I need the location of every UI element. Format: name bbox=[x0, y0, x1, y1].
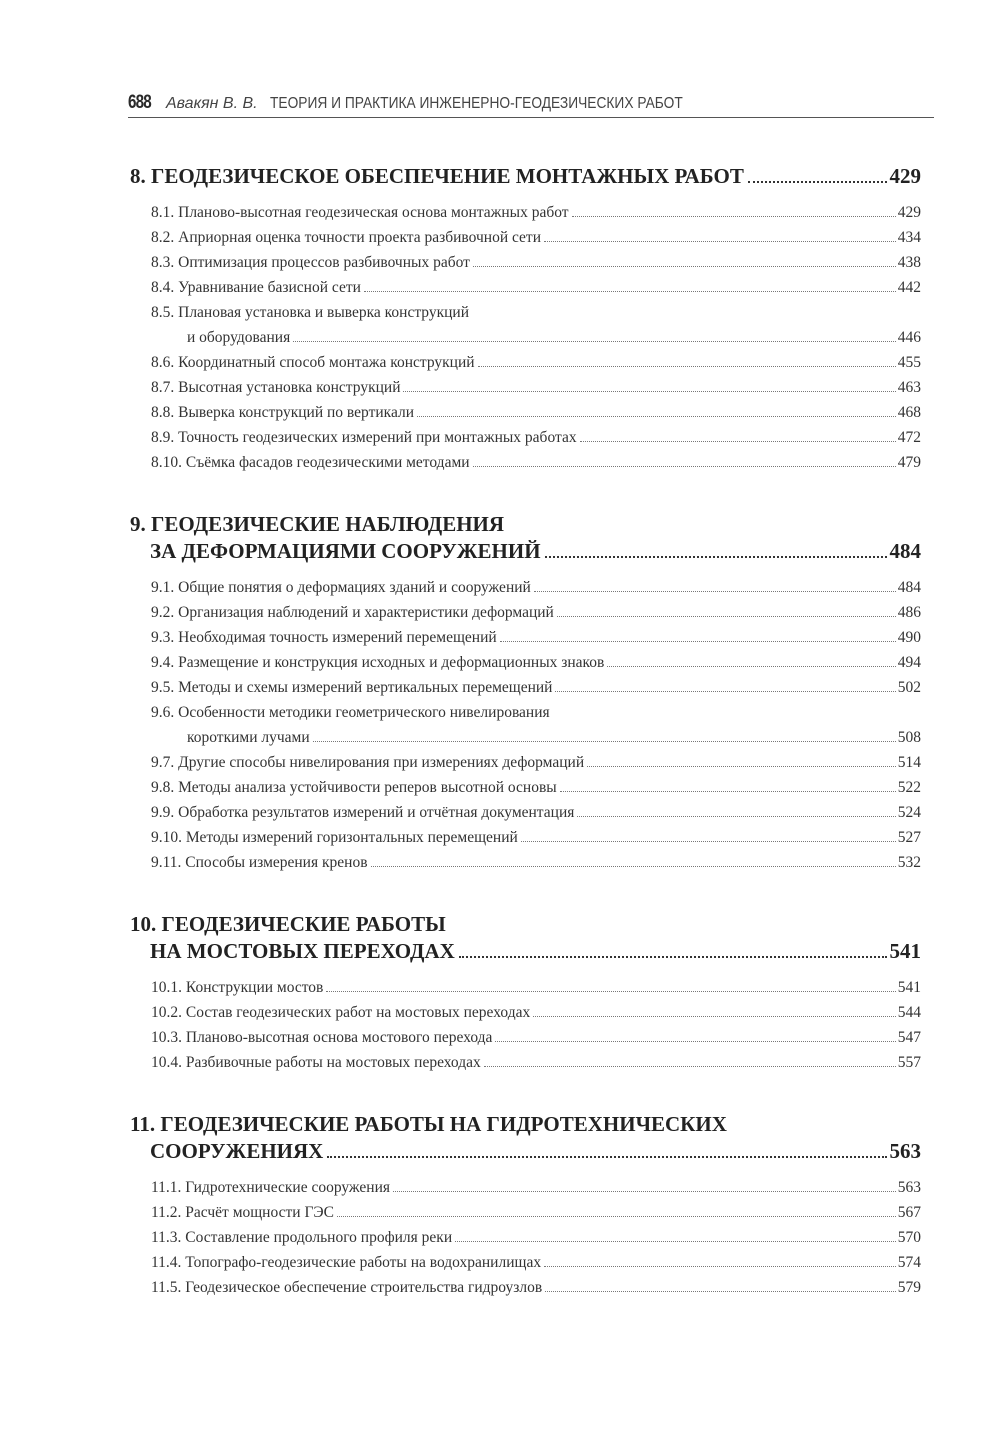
entry-title: 8.9. Точность геодезических измерений при монтажных работах bbox=[151, 429, 577, 446]
entry-title: 11.1. Гидротехнические сооружения bbox=[151, 1179, 391, 1196]
dot-leader bbox=[326, 991, 895, 992]
entry-line bbox=[151, 200, 921, 225]
entry-line bbox=[151, 450, 921, 475]
section-heading-line bbox=[130, 163, 921, 190]
entry-title: 10.2. Состав геодезических работ на мостовых переходах bbox=[151, 1004, 531, 1021]
entry-line bbox=[151, 1025, 921, 1050]
entry-line bbox=[151, 1200, 921, 1225]
entry-title: 9.2. Организация наблюдений и характеристики деформаций bbox=[151, 604, 554, 621]
entry-title: 9.9. Обработка результатов измерений и отчётная документация bbox=[151, 804, 575, 821]
entry-title: 11.3. Составление продольного профиля реки bbox=[151, 1229, 453, 1246]
entry-page: 524 bbox=[897, 804, 921, 821]
dot-leader bbox=[577, 816, 895, 817]
entry-page: 514 bbox=[897, 754, 921, 771]
entry-title: 9.4. Размещение и конструкция исходных и деформационных знаков bbox=[151, 654, 605, 671]
entry-title: 8.6. Координатный способ монтажа конструкций bbox=[151, 354, 475, 371]
toc-entry bbox=[130, 425, 921, 450]
entry-page: 442 bbox=[897, 279, 921, 296]
entry-line bbox=[151, 225, 921, 250]
entry-title: 8.3. Оптимизация процессов разбивочных работ bbox=[151, 254, 470, 271]
entry-title: и оборудования bbox=[187, 329, 291, 346]
section-heading-line bbox=[130, 911, 921, 938]
entry-title: 8.4. Уравнивание базисной сети bbox=[151, 279, 361, 296]
dot-leader bbox=[403, 391, 895, 392]
entry-title: 8.2. Априорная оценка точности проекта разбивочной сети bbox=[151, 229, 542, 246]
dot-leader bbox=[587, 766, 896, 767]
section-heading bbox=[130, 1111, 921, 1165]
toc-section bbox=[130, 1111, 921, 1300]
toc-entry bbox=[130, 825, 921, 850]
entry-title: 10.1. Конструкции мостов bbox=[151, 979, 324, 996]
entry-page: 468 bbox=[897, 404, 921, 421]
entry-page: 486 bbox=[897, 604, 921, 621]
entry-page: 563 bbox=[897, 1179, 921, 1196]
section-page: 484 bbox=[889, 539, 921, 563]
toc-entry bbox=[130, 775, 921, 800]
running-header bbox=[128, 92, 934, 118]
toc-entry bbox=[130, 1250, 921, 1275]
entry-page: 434 bbox=[897, 229, 921, 246]
entry-page: 429 bbox=[897, 204, 921, 221]
section-title: 11. ГЕОДЕЗИЧЕСКИЕ РАБОТЫ НА ГИДРОТЕХНИЧЕСКИХ bbox=[130, 1112, 727, 1136]
entry-title: 8.8. Выверка конструкций по вертикали bbox=[151, 404, 414, 421]
table-of-contents bbox=[130, 163, 921, 1336]
entry-page: 472 bbox=[897, 429, 921, 446]
toc-entry bbox=[130, 675, 921, 700]
dot-leader bbox=[393, 1191, 896, 1192]
toc-entry bbox=[130, 275, 921, 300]
entry-page: 547 bbox=[897, 1029, 921, 1046]
section-title: ЗА ДЕФОРМАЦИЯМИ СООРУЖЕНИЙ bbox=[150, 539, 541, 563]
entry-title: 9.5. Методы и схемы измерений вертикальных перемещений bbox=[151, 679, 553, 696]
dot-leader bbox=[572, 216, 896, 217]
section-title: НА МОСТОВЫХ ПЕРЕХОДАХ bbox=[150, 939, 455, 963]
page-number: 688 bbox=[128, 92, 151, 113]
toc-entry bbox=[130, 625, 921, 650]
entry-page: 541 bbox=[897, 979, 921, 996]
entry-line bbox=[151, 775, 921, 800]
dot-leader bbox=[544, 241, 896, 242]
toc-entry bbox=[130, 1025, 921, 1050]
entry-title: 9.7. Другие способы нивелирования при измерениях деформаций bbox=[151, 754, 585, 771]
section-page: 429 bbox=[889, 164, 921, 188]
entry-line bbox=[151, 750, 921, 775]
dot-leader bbox=[533, 1016, 896, 1017]
entry-line bbox=[151, 650, 921, 675]
entry-line bbox=[151, 1250, 921, 1275]
entry-line bbox=[151, 725, 921, 750]
toc-entry bbox=[130, 1275, 921, 1300]
entry-page: 557 bbox=[897, 1054, 921, 1071]
dot-leader bbox=[371, 866, 896, 867]
section-heading-line bbox=[130, 511, 921, 538]
dot-leader bbox=[555, 691, 895, 692]
section-title: 8. ГЕОДЕЗИЧЕСКОЕ ОБЕСПЕЧЕНИЕ МОНТАЖНЫХ РАБОТ bbox=[130, 164, 744, 188]
entry-title: 10.4. Разбивочные работы на мостовых переходах bbox=[151, 1054, 481, 1071]
entry-line bbox=[151, 1275, 921, 1300]
entry-title: 10.3. Планово-высотная основа мостового перехода bbox=[151, 1029, 493, 1046]
toc-entry bbox=[130, 575, 921, 600]
entry-line bbox=[151, 675, 921, 700]
dot-leader bbox=[327, 1156, 886, 1158]
entry-line bbox=[151, 1225, 921, 1250]
toc-entry bbox=[130, 400, 921, 425]
dot-leader bbox=[337, 1216, 896, 1217]
toc-section bbox=[130, 163, 921, 475]
entry-page: 463 bbox=[897, 379, 921, 396]
toc-entry bbox=[130, 1225, 921, 1250]
dot-leader bbox=[748, 181, 887, 183]
entry-title: 9.8. Методы анализа устойчивости реперов высотной основы bbox=[151, 779, 557, 796]
entry-line bbox=[151, 975, 921, 1000]
entry-page: 479 bbox=[897, 454, 921, 471]
toc-section bbox=[130, 511, 921, 875]
entry-page: 446 bbox=[897, 329, 921, 346]
toc-entry bbox=[130, 450, 921, 475]
entry-title: 8.7. Высотная установка конструкций bbox=[151, 379, 401, 396]
entry-page: 579 bbox=[897, 1279, 921, 1296]
book-title: ТЕОРИЯ И ПРАКТИКА ИНЖЕНЕРНО-ГЕОДЕЗИЧЕСКИХ РАБОТ bbox=[269, 95, 683, 112]
dot-leader bbox=[544, 1266, 896, 1267]
toc-entry bbox=[130, 200, 921, 225]
entry-line bbox=[151, 575, 921, 600]
entry-title: 9.10. Методы измерений горизонтальных перемещений bbox=[151, 829, 518, 846]
section-title: 9. ГЕОДЕЗИЧЕСКИЕ НАБЛЮДЕНИЯ bbox=[130, 512, 505, 536]
entry-line bbox=[151, 800, 921, 825]
dot-leader bbox=[545, 1291, 896, 1292]
entry-title: 8.10. Съёмка фасадов геодезическими методами bbox=[151, 454, 470, 471]
section-heading-line bbox=[130, 538, 921, 565]
toc-entry bbox=[130, 250, 921, 275]
toc-entry bbox=[130, 750, 921, 775]
entry-page: 570 bbox=[897, 1229, 921, 1246]
dot-leader bbox=[478, 366, 896, 367]
section-heading bbox=[130, 911, 921, 965]
toc-entry bbox=[130, 975, 921, 1000]
entry-title: 11.2. Расчёт мощности ГЭС bbox=[151, 1204, 334, 1221]
toc-entry bbox=[130, 225, 921, 250]
entry-title: 9.3. Необходимая точность измерений перемещений bbox=[151, 629, 497, 646]
dot-leader bbox=[417, 416, 896, 417]
section-page: 563 bbox=[889, 1139, 921, 1163]
entry-line bbox=[151, 350, 921, 375]
entry-page: 490 bbox=[897, 629, 921, 646]
section-title: СООРУЖЕНИЯХ bbox=[150, 1139, 324, 1163]
entry-line bbox=[151, 850, 921, 875]
dot-leader bbox=[455, 1241, 896, 1242]
entry-title: 8.5. Плановая установка и выверка конструкций bbox=[151, 304, 470, 321]
dot-leader bbox=[534, 591, 896, 592]
section-heading-line bbox=[130, 1138, 921, 1165]
dot-leader bbox=[521, 841, 896, 842]
dot-leader bbox=[473, 266, 896, 267]
entry-page: 508 bbox=[897, 729, 921, 746]
toc-entry bbox=[130, 800, 921, 825]
section-heading bbox=[130, 511, 921, 565]
entry-line bbox=[151, 1000, 921, 1025]
dot-leader bbox=[484, 1066, 896, 1067]
toc-entry bbox=[130, 375, 921, 400]
entry-line bbox=[151, 325, 921, 350]
toc-entry bbox=[130, 1050, 921, 1075]
dot-leader bbox=[459, 956, 887, 958]
toc-entry bbox=[130, 350, 921, 375]
entry-page: 494 bbox=[897, 654, 921, 671]
section-heading-line bbox=[130, 1111, 921, 1138]
dot-leader bbox=[545, 556, 887, 558]
entry-title: 9.11. Способы измерения кренов bbox=[151, 854, 368, 871]
entry-title: 8.1. Планово-высотная геодезическая основа монтажных работ bbox=[151, 204, 569, 221]
dot-leader bbox=[580, 441, 896, 442]
dot-leader bbox=[293, 341, 896, 342]
entry-page: 574 bbox=[897, 1254, 921, 1271]
entry-line bbox=[151, 275, 921, 300]
entry-line bbox=[151, 825, 921, 850]
entry-line bbox=[151, 300, 921, 325]
toc-entry bbox=[130, 600, 921, 625]
entry-line bbox=[151, 700, 921, 725]
entry-line bbox=[151, 400, 921, 425]
section-heading bbox=[130, 163, 921, 190]
dot-leader bbox=[557, 616, 896, 617]
dot-leader bbox=[473, 466, 896, 467]
author: Авакян В. В. bbox=[166, 95, 258, 112]
dot-leader bbox=[364, 291, 896, 292]
toc-entry bbox=[130, 300, 921, 350]
entry-title: 9.1. Общие понятия о деформациях зданий и сооружений bbox=[151, 579, 531, 596]
entry-line bbox=[151, 425, 921, 450]
entry-title: 11.5. Геодезическое обеспечение строительства гидроузлов bbox=[151, 1279, 543, 1296]
dot-leader bbox=[607, 666, 895, 667]
entry-line bbox=[151, 375, 921, 400]
entry-page: 532 bbox=[897, 854, 921, 871]
entry-page: 502 bbox=[897, 679, 921, 696]
entry-line bbox=[151, 1175, 921, 1200]
toc-entry bbox=[130, 650, 921, 675]
toc-entry bbox=[130, 1000, 921, 1025]
dot-leader bbox=[495, 1041, 895, 1042]
toc-entry bbox=[130, 1200, 921, 1225]
section-title: 10. ГЕОДЕЗИЧЕСКИЕ РАБОТЫ bbox=[130, 912, 446, 936]
entry-line bbox=[151, 600, 921, 625]
entry-page: 438 bbox=[897, 254, 921, 271]
toc-entry bbox=[130, 700, 921, 750]
entry-page: 484 bbox=[897, 579, 921, 596]
entry-title: короткими лучами bbox=[187, 729, 310, 746]
section-page: 541 bbox=[889, 939, 921, 963]
section-heading-line bbox=[130, 938, 921, 965]
entry-page: 527 bbox=[897, 829, 921, 846]
entry-page: 544 bbox=[897, 1004, 921, 1021]
entry-title: 9.6. Особенности методики геометрического нивелирования bbox=[151, 704, 550, 721]
toc-entry bbox=[130, 1175, 921, 1200]
entry-line bbox=[151, 1050, 921, 1075]
entry-page: 522 bbox=[897, 779, 921, 796]
dot-leader bbox=[500, 641, 896, 642]
dot-leader bbox=[560, 791, 896, 792]
entry-line bbox=[151, 250, 921, 275]
entry-line bbox=[151, 625, 921, 650]
entry-page: 455 bbox=[897, 354, 921, 371]
entry-title: 11.4. Топографо-геодезические работы на водохранилищах bbox=[151, 1254, 542, 1271]
entry-page: 567 bbox=[897, 1204, 921, 1221]
toc-entry bbox=[130, 850, 921, 875]
toc-section bbox=[130, 911, 921, 1075]
dot-leader bbox=[313, 741, 896, 742]
